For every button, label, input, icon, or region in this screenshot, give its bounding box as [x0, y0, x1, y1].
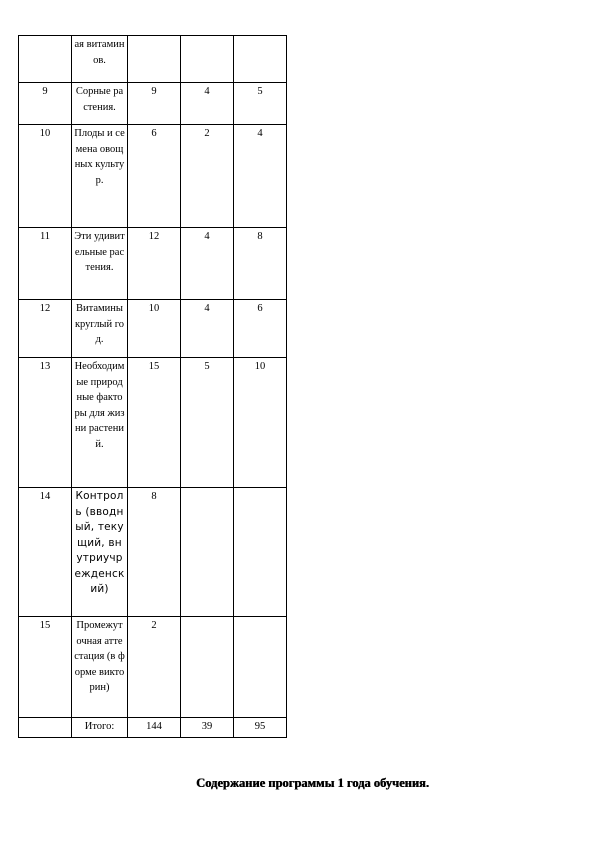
total-label: Итого:: [72, 718, 128, 738]
practice-hours-cell: [234, 488, 287, 617]
practice-hours-cell: 8: [234, 228, 287, 300]
row-number: [19, 36, 72, 83]
total-hours-cell: 6: [128, 125, 181, 228]
total-hours-cell: 2: [128, 617, 181, 718]
practice-hours-sum: 95: [234, 718, 287, 738]
topic-cell: Контроль (вводный, текущий, внутриучрежденский): [72, 488, 128, 617]
practice-hours-cell: [234, 617, 287, 718]
topic-cell: Плоды и семена овощных культур.: [72, 125, 128, 228]
table-row: [19, 83, 287, 125]
theory-hours-cell: [181, 617, 234, 718]
section-heading: Содержание программы 1 года обучения.: [196, 776, 429, 790]
total-hours-cell: 15: [128, 358, 181, 488]
total-row: [19, 718, 287, 738]
practice-hours-cell: [234, 36, 287, 83]
total-hours-cell: 10: [128, 300, 181, 358]
theory-hours-cell: 4: [181, 228, 234, 300]
row-number: 9: [19, 83, 72, 125]
row-number: 14: [19, 488, 72, 617]
total-hours-cell: 12: [128, 228, 181, 300]
total-hours-cell: 9: [128, 83, 181, 125]
total-hours-cell: [128, 36, 181, 83]
theory-hours-cell: 2: [181, 125, 234, 228]
topic-cell: ая витаминов.: [72, 36, 128, 83]
theory-hours-cell: [181, 488, 234, 617]
practice-hours-cell: 10: [234, 358, 287, 488]
table-row: [19, 300, 287, 358]
theory-hours-sum: 39: [181, 718, 234, 738]
topic-cell: Эти удивительные растения.: [72, 228, 128, 300]
theory-hours-cell: [181, 36, 234, 83]
table-row: [19, 488, 287, 617]
theory-hours-cell: 4: [181, 300, 234, 358]
topic-cell: Промежуточная аттестация (в форме викторин): [72, 617, 128, 718]
total-hours-sum: 144: [128, 718, 181, 738]
curriculum-plan-table: [18, 35, 287, 738]
row-number: 12: [19, 300, 72, 358]
topic-cell: Необходимые природные факторы для жизни растений.: [72, 358, 128, 488]
practice-hours-cell: 4: [234, 125, 287, 228]
table-row: [19, 125, 287, 228]
table-row: [19, 617, 287, 718]
topic-cell: Витамины круглый год.: [72, 300, 128, 358]
table-row: [19, 228, 287, 300]
practice-hours-cell: 6: [234, 300, 287, 358]
theory-hours-cell: 5: [181, 358, 234, 488]
practice-hours-cell: 5: [234, 83, 287, 125]
row-number: 15: [19, 617, 72, 718]
table-row: [19, 36, 287, 83]
table-row: [19, 358, 287, 488]
row-number: 11: [19, 228, 72, 300]
theory-hours-cell: 4: [181, 83, 234, 125]
row-number: [19, 718, 72, 738]
row-number: 10: [19, 125, 72, 228]
topic-cell: Сорные растения.: [72, 83, 128, 125]
total-hours-cell: 8: [128, 488, 181, 617]
row-number: 13: [19, 358, 72, 488]
